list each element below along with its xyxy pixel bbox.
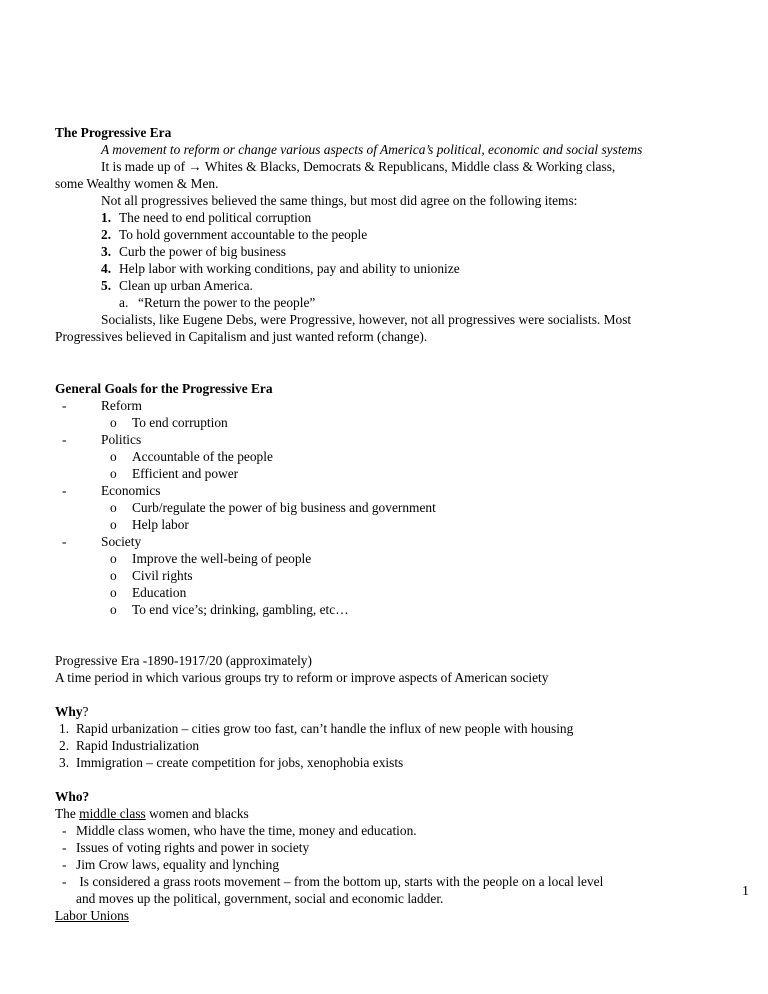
reason-item: Rapid urbanization – cities grow too fast, can’t handle the influx of new people with housing [76,721,574,736]
circle-bullet: o [110,449,117,464]
who-item: Middle class women, who have the time, money and education. [76,823,417,838]
dash-bullet: - [62,398,67,413]
list-number: 2. [101,227,112,242]
goal-item: To end vice’s; drinking, gambling, etc… [132,602,349,617]
goal-category: Politics [101,432,142,447]
dash-bullet: - [62,823,67,838]
era-definition: A time period in which various groups try to reform or improve aspects of American society [55,670,549,685]
intro-text: Not all progressives believed the same things, but most did agree on the following items: [101,193,578,208]
list-item: Curb the power of big business [119,244,286,259]
goal-item: Efficient and power [132,466,239,481]
madeup-line-1: It is made up of → Whites & Blacks, Democrats & Republicans, Middle class & Working class, [101,159,616,174]
dash-bullet: - [62,483,67,498]
goal-category: Society [101,534,142,549]
goal-category: Economics [101,483,161,498]
goal-item: Civil rights [132,568,193,583]
sub-list-item: “Return the power to the people” [138,295,316,310]
list-number: 2. [59,738,70,753]
dash-bullet: - [62,432,67,447]
list-number: 5. [101,278,112,293]
goal-item: Curb/regulate the power of big business and government [132,500,436,515]
why-heading [55,704,89,720]
who-item-continuation: and moves up the political, government, social and economic ladder. [76,891,444,906]
goal-item: To end corruption [132,415,228,430]
goal-item: Improve the well-being of people [132,551,312,566]
circle-bullet: o [110,500,117,515]
page-number: 1 [742,884,749,899]
circle-bullet: o [110,517,117,532]
who-item: Is considered a grass roots movement – from the bottom up, starts with the people on a local level [76,874,604,889]
who-intro [55,806,249,822]
goal-item: Education [132,585,187,600]
goal-category: Reform [101,398,142,413]
middle-class-underlined: middle class [79,806,146,821]
who-item: Issues of voting rights and power in society [76,840,310,855]
circle-bullet: o [110,568,117,583]
dash-bullet: - [62,534,67,549]
section-title-progressive-era: The Progressive Era [55,125,172,140]
list-number: 3. [101,244,112,259]
list-number: 3. [59,755,70,770]
era-dates: Progressive Era -1890-1917/20 (approximately) [55,653,312,668]
list-item: Clean up urban America. [119,278,253,293]
sub-list-letter: a. [119,295,129,310]
list-item: The need to end political corruption [119,210,312,225]
circle-bullet: o [110,585,117,600]
who-item: Jim Crow laws, equality and lynching [76,857,280,872]
circle-bullet: o [110,551,117,566]
reason-item: Rapid Industrialization [76,738,200,753]
list-item: Help labor with working conditions, pay and ability to unionize [119,261,460,276]
who-intro-post: women and blacks [145,806,249,821]
goal-item: Accountable of the people [132,449,273,464]
list-number: 1. [59,721,70,736]
madeup-line-2: some Wealthy women & Men. [55,176,219,191]
section-title-general-goals: General Goals for the Progressive Era [55,381,273,396]
circle-bullet: o [110,602,117,617]
list-number: 1. [101,210,112,225]
reason-item: Immigration – create competition for jobs, xenophobia exists [76,755,404,770]
labor-unions-heading: Labor Unions [55,908,130,923]
socialists-line-2: Progressives believed in Capitalism and just wanted reform (change). [55,329,428,344]
dash-bullet: - [62,857,67,872]
goal-item: Help labor [132,517,189,532]
dash-bullet: - [62,840,67,855]
why-heading-mark: ? [82,704,89,719]
section-subtitle: A movement to reform or change various aspects of America’s political, economic and social systems [101,142,643,157]
socialists-line-1: Socialists, like Eugene Debs, were Progressive, however, not all progressives were socialists. Most [101,312,632,327]
list-number: 4. [101,261,112,276]
list-item: To hold government accountable to the people [119,227,368,242]
circle-bullet: o [110,466,117,481]
why-heading-bold: Why [55,704,83,719]
who-intro-pre: The [55,806,80,821]
dash-bullet: - [62,874,67,889]
circle-bullet: o [110,415,117,430]
who-heading: Who? [55,789,90,804]
